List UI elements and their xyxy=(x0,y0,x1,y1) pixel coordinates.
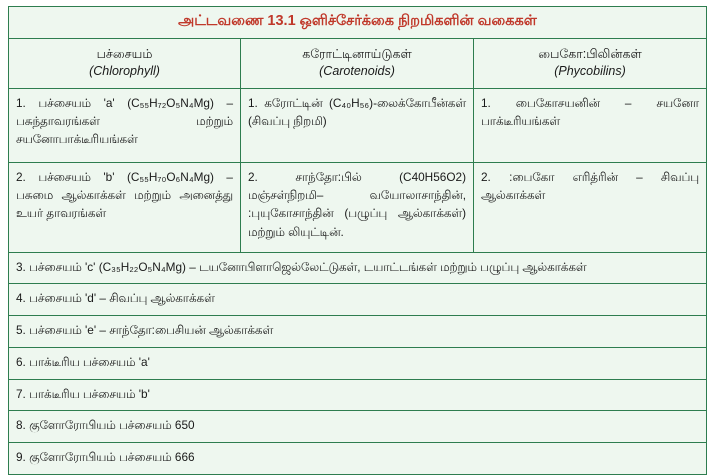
table-row xyxy=(9,379,707,411)
cell-bacteriochlorophyll-b: 7. பாக்டீரிய பச்சையம் 'b' xyxy=(9,379,707,411)
column-header-phycobilins xyxy=(474,39,707,89)
column-header-carotenoids-tamil: கரோட்டினாய்டுகள் xyxy=(302,47,412,61)
table-title: அட்டவணை 13.1 ஒளிச்சேர்க்கை நிறமிகளின் வகைகள் xyxy=(9,7,707,39)
table-row xyxy=(9,284,707,316)
cell-chlorobium-650: 8. குளோரோபியம் பச்சையம் 650 xyxy=(9,411,707,443)
table-row xyxy=(9,252,707,284)
column-header-chlorophyll-tamil: பச்சையம் xyxy=(96,47,153,61)
table-header-row xyxy=(9,39,707,89)
table-row xyxy=(9,347,707,379)
column-header-carotenoids-latin: (Carotenoids) xyxy=(319,63,395,78)
table-row xyxy=(9,162,707,252)
cell-chlorophyll-b: 2. பச்சையம் 'b' (C₅₅H₇₀O₆N₄Mg) – பசுமை ஆல்காக்கள் மற்றும் அனைத்து உயர் தாவரங்கள் xyxy=(9,162,241,252)
cell-chlorophyll-e: 5. பச்சையம் 'e' – சாந்தோ:பைசியன் ஆல்காக்கள் xyxy=(9,316,707,348)
cell-phycocyanin: 1. பைகோசயனின் – சயனோ பாக்டீரியங்கள் xyxy=(474,88,707,162)
table-row xyxy=(9,442,707,474)
cell-phycoerythrin: 2. :பைகோ எரித்ரின் – சிவப்பு ஆல்காக்கள் xyxy=(474,162,707,252)
column-header-chlorophyll-latin: (Chlorophyll) xyxy=(89,63,160,78)
cell-bacteriochlorophyll-a: 6. பாக்டீரிய பச்சையம் 'a' xyxy=(9,347,707,379)
cell-chlorophyll-c: 3. பச்சையம் 'c' (C₃₅H₂₂O₅N₄Mg) – டயனோபிளாஜெல்லேட்டுகள், டயாட்டங்கள் மற்றும் பழுப்பு ஆல்காக்கள் xyxy=(9,252,707,284)
table-row xyxy=(9,411,707,443)
table-row xyxy=(9,316,707,348)
cell-chlorobium-666: 9. குளோரோபியம் பச்சையம் 666 xyxy=(9,442,707,474)
column-header-phycobilins-tamil: பைகோ:பிலின்கள் xyxy=(538,47,642,61)
column-header-carotenoids xyxy=(241,39,474,89)
pigments-table xyxy=(8,6,707,475)
column-header-phycobilins-latin: (Phycobilins) xyxy=(554,63,626,78)
table-row xyxy=(9,88,707,162)
cell-chlorophyll-a: 1. பச்சையம் 'a' (C₅₅H₇₂O₅N₄Mg) – பசுந்தாவரங்கள் மற்றும் சயனோபாக்டீரியங்கள் xyxy=(9,88,241,162)
column-header-chlorophyll xyxy=(9,39,241,89)
cell-xanthophyll: 2. சாந்தோ:பில் (C40H56O2) மஞ்சள்நிறமி– வயோலாசாந்தின், :புயுகோசாந்தின் (பழுப்பு ஆல்காக்கள்) மற்றும் லியுட்டின். xyxy=(241,162,474,252)
cell-carotene: 1. கரோட்டின் (C₄₀H₅₆)-லைக்கோபீன்கள் (சிவப்பு நிறமி) xyxy=(241,88,474,162)
cell-chlorophyll-d: 4. பச்சையம் 'd' – சிவப்பு ஆல்காக்கள் xyxy=(9,284,707,316)
table-title-row xyxy=(9,7,707,39)
